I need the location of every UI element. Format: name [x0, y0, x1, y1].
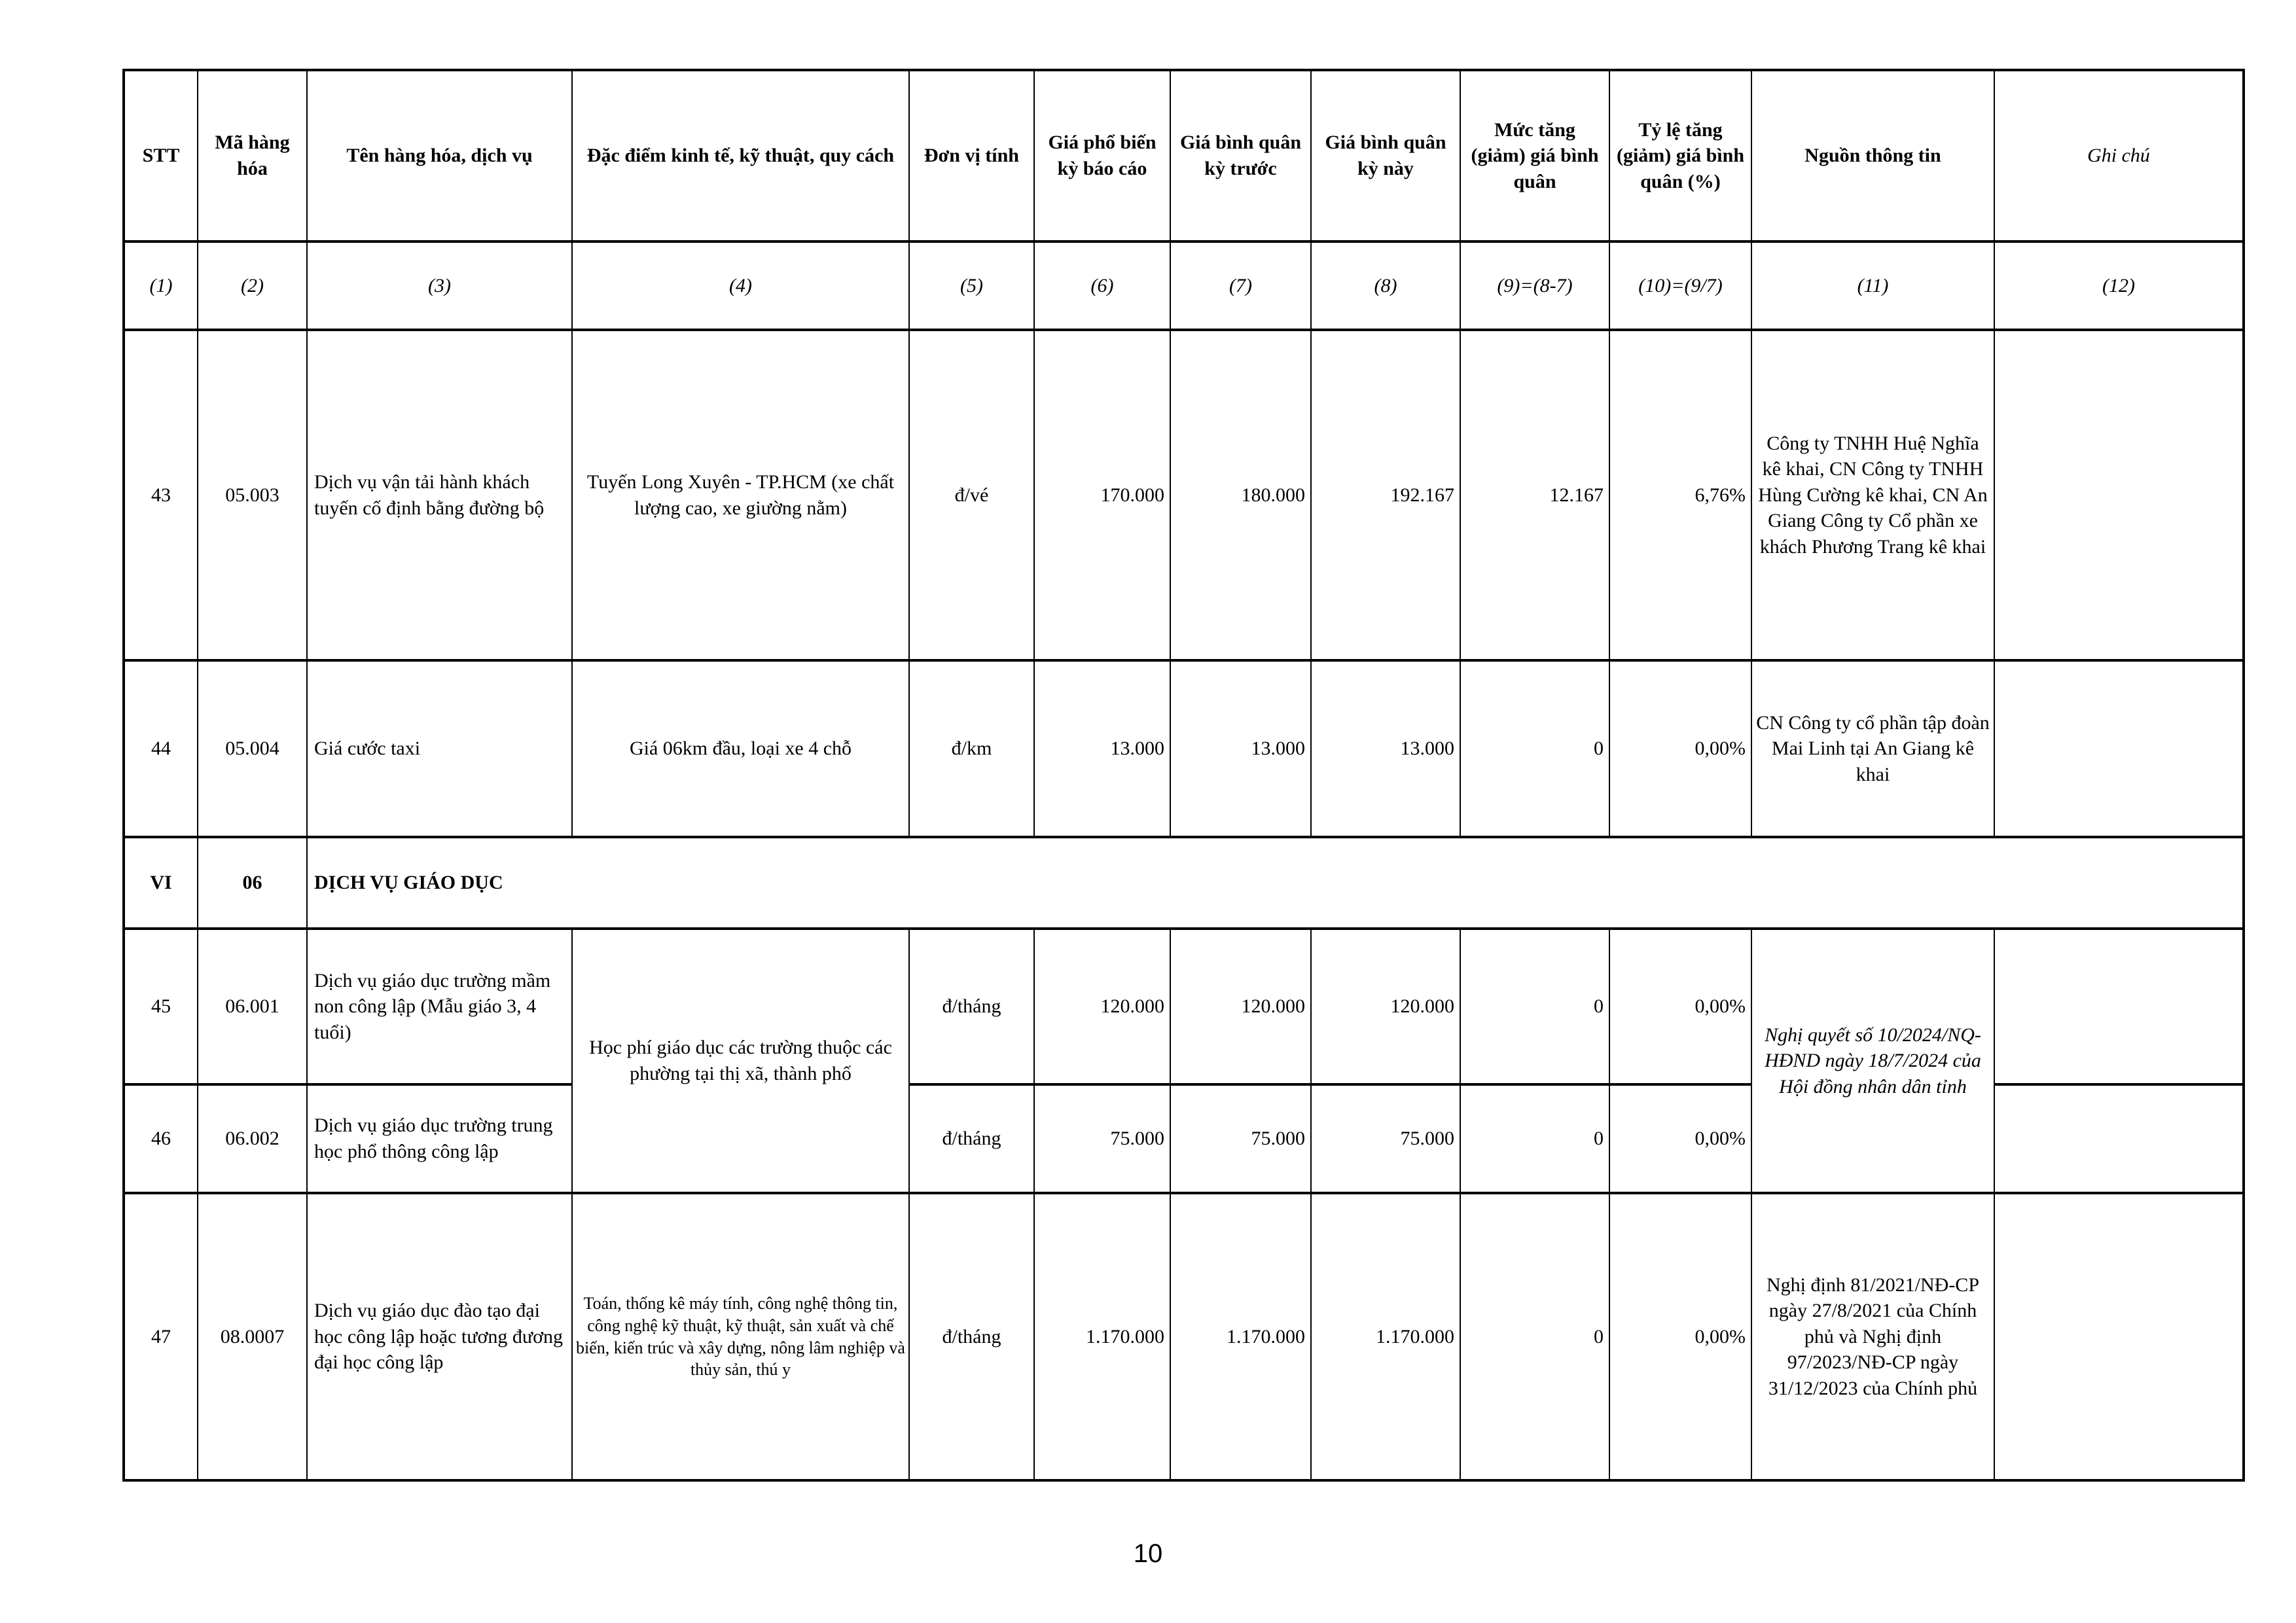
row47-note — [1994, 1193, 2244, 1480]
row43-change-pct: 6,76% — [1609, 330, 1751, 660]
row47-price-report: 1.170.000 — [1034, 1193, 1170, 1480]
row43-unit: đ/vé — [909, 330, 1034, 660]
col-index-10: (10)=(9/7) — [1609, 241, 1751, 330]
row46-change-pct: 0,00% — [1609, 1084, 1751, 1193]
table-row-45 — [124, 929, 2244, 1084]
row46-code: 06.002 — [198, 1084, 307, 1193]
row44-note — [1994, 660, 2244, 837]
col-header-change-pct: Tỷ lệ tăng (giảm) giá bình quân (%) — [1609, 70, 1751, 241]
row45-unit: đ/tháng — [909, 929, 1034, 1084]
row46-stt: 46 — [124, 1084, 198, 1193]
row45-change-pct: 0,00% — [1609, 929, 1751, 1084]
row44-unit: đ/km — [909, 660, 1034, 837]
row47-avg-curr: 1.170.000 — [1311, 1193, 1460, 1480]
row46-name: Dịch vụ giáo dục trường trung học phổ thông công lập — [307, 1084, 572, 1193]
col-index-4: (4) — [572, 241, 909, 330]
row45-note — [1994, 929, 2244, 1084]
row43-spec: Tuyến Long Xuyên - TP.HCM (xe chất lượng cao, xe giường nằm) — [572, 330, 909, 660]
row47-avg-prev: 1.170.000 — [1170, 1193, 1311, 1480]
row45-46-spec-merged: Học phí giáo dục các trường thuộc các phường tại thị xã, thành phố — [572, 929, 909, 1193]
row45-change: 0 — [1460, 929, 1609, 1084]
col-header-avg-curr: Giá bình quân kỳ này — [1311, 70, 1460, 241]
row45-avg-prev: 120.000 — [1170, 929, 1311, 1084]
table-row-44 — [124, 660, 2244, 837]
row43-avg-prev: 180.000 — [1170, 330, 1311, 660]
table-header-row — [124, 70, 2244, 241]
section-row-education — [124, 837, 2244, 929]
col-header-change: Mức tăng (giảm) giá bình quân — [1460, 70, 1609, 241]
col-index-6: (6) — [1034, 241, 1170, 330]
row47-change-pct: 0,00% — [1609, 1193, 1751, 1480]
row47-code: 08.0007 — [198, 1193, 307, 1480]
row45-price-report: 120.000 — [1034, 929, 1170, 1084]
row47-source: Nghị định 81/2021/NĐ-CP ngày 27/8/2021 của Chính phủ và Nghị định 97/2023/NĐ-CP ngày 31/12/2023 của Chính phủ — [1751, 1193, 1994, 1480]
col-index-1: (1) — [124, 241, 198, 330]
row45-name: Dịch vụ giáo dục trường mầm non công lập (Mẫu giáo 3, 4 tuổi) — [307, 929, 572, 1084]
col-header-price-report: Giá phổ biến kỳ báo cáo — [1034, 70, 1170, 241]
row46-note — [1994, 1084, 2244, 1193]
row43-note — [1994, 330, 2244, 660]
price-table — [122, 69, 2245, 1482]
table-row-43 — [124, 330, 2244, 660]
row47-change: 0 — [1460, 1193, 1609, 1480]
row44-price-report: 13.000 — [1034, 660, 1170, 837]
col-index-3: (3) — [307, 241, 572, 330]
row44-change-pct: 0,00% — [1609, 660, 1751, 837]
col-index-11: (11) — [1751, 241, 1994, 330]
row46-change: 0 — [1460, 1084, 1609, 1193]
row47-spec: Toán, thống kê máy tính, công nghệ thông tin, công nghệ kỹ thuật, kỹ thuật, sản xuất và chế biến, kiến trúc và xây dựng, nông lâm nghiệp và thủy sản, thú y — [572, 1193, 909, 1480]
col-header-code: Mã hàng hóa — [198, 70, 307, 241]
table-row-47 — [124, 1193, 2244, 1480]
row46-unit: đ/tháng — [909, 1084, 1034, 1193]
row43-code: 05.003 — [198, 330, 307, 660]
row44-name: Giá cước taxi — [307, 660, 572, 837]
row46-price-report: 75.000 — [1034, 1084, 1170, 1193]
col-index-8: (8) — [1311, 241, 1460, 330]
section-stt: VI — [124, 837, 198, 929]
row43-name: Dịch vụ vận tải hành khách tuyến cố định bằng đường bộ — [307, 330, 572, 660]
row44-stt: 44 — [124, 660, 198, 837]
row44-source: CN Công ty cổ phần tập đoàn Mai Linh tại An Giang kê khai — [1751, 660, 1994, 837]
col-index-2: (2) — [198, 241, 307, 330]
row45-avg-curr: 120.000 — [1311, 929, 1460, 1084]
col-header-note: Ghi chú — [1994, 70, 2244, 241]
row47-stt: 47 — [124, 1193, 198, 1480]
row44-spec: Giá 06km đầu, loại xe 4 chỗ — [572, 660, 909, 837]
row44-change: 0 — [1460, 660, 1609, 837]
row43-source: Công ty TNHH Huệ Nghĩa kê khai, CN Công ty TNHH Hùng Cường kê khai, CN An Giang Công ty Cổ phần xe khách Phương Trang kê khai — [1751, 330, 1994, 660]
col-header-stt: STT — [124, 70, 198, 241]
row46-avg-curr: 75.000 — [1311, 1084, 1460, 1193]
row43-change: 12.167 — [1460, 330, 1609, 660]
col-header-spec: Đặc điểm kinh tế, kỹ thuật, quy cách — [572, 70, 909, 241]
row46-avg-prev: 75.000 — [1170, 1084, 1311, 1193]
col-index-9: (9)=(8-7) — [1460, 241, 1609, 330]
row47-unit: đ/tháng — [909, 1193, 1034, 1480]
row47-name: Dịch vụ giáo dục đào tạo đại học công lập hoặc tương đương đại học công lập — [307, 1193, 572, 1480]
page-number: 10 — [1133, 1539, 1163, 1568]
col-header-unit: Đơn vị tính — [909, 70, 1034, 241]
row43-stt: 43 — [124, 330, 198, 660]
col-index-12: (12) — [1994, 241, 2244, 330]
row43-avg-curr: 192.167 — [1311, 330, 1460, 660]
col-header-name: Tên hàng hóa, dịch vụ — [307, 70, 572, 241]
row43-price-report: 170.000 — [1034, 330, 1170, 660]
col-header-avg-prev: Giá bình quân kỳ trước — [1170, 70, 1311, 241]
col-index-5: (5) — [909, 241, 1034, 330]
row44-avg-prev: 13.000 — [1170, 660, 1311, 837]
col-index-7: (7) — [1170, 241, 1311, 330]
row45-stt: 45 — [124, 929, 198, 1084]
section-title: DỊCH VỤ GIÁO DỤC — [307, 837, 2244, 929]
section-code: 06 — [198, 837, 307, 929]
column-index-row — [124, 241, 2244, 330]
row44-avg-curr: 13.000 — [1311, 660, 1460, 837]
col-header-source: Nguồn thông tin — [1751, 70, 1994, 241]
row44-code: 05.004 — [198, 660, 307, 837]
row45-46-source-merged: Nghị quyết số 10/2024/NQ-HĐND ngày 18/7/2024 của Hội đồng nhân dân tỉnh — [1751, 929, 1994, 1193]
row45-code: 06.001 — [198, 929, 307, 1084]
